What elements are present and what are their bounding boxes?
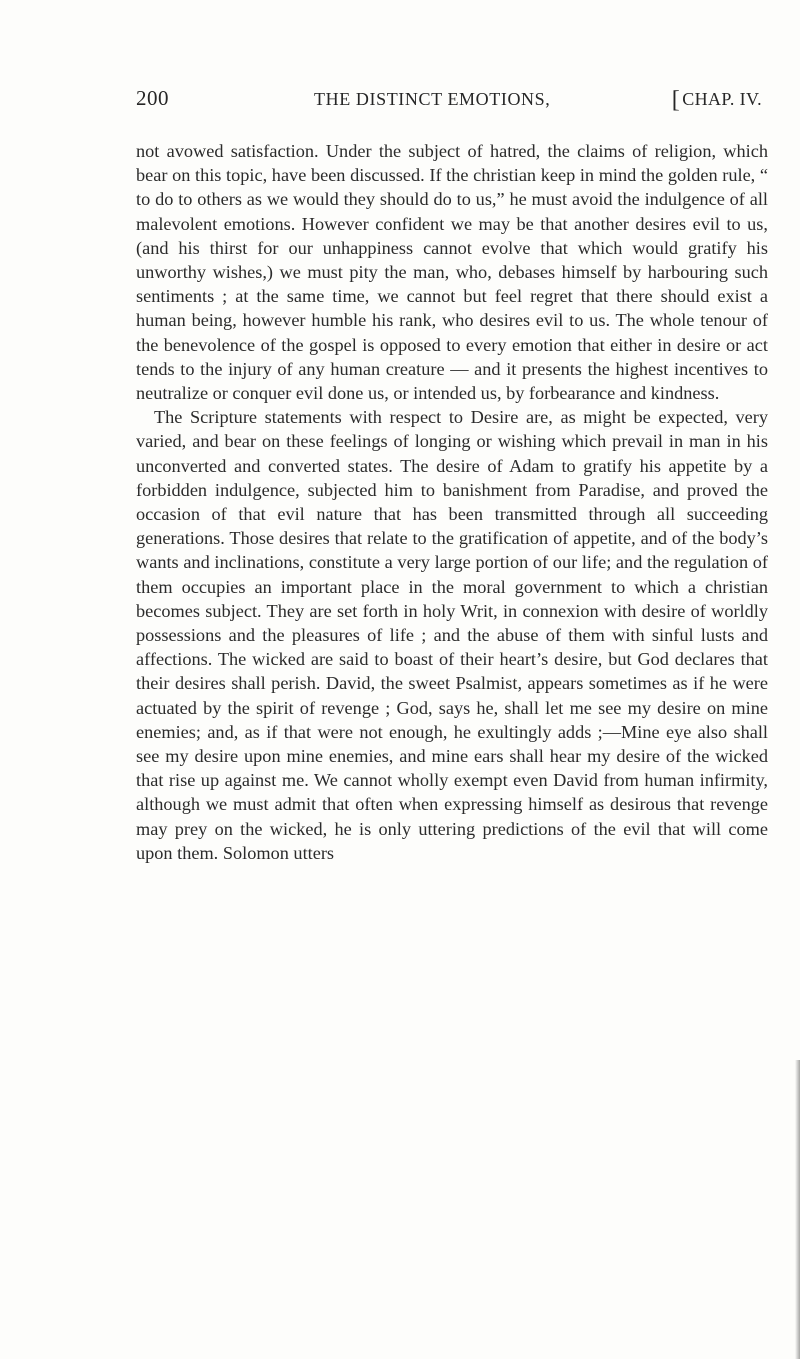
chapter-bracket: [	[671, 87, 681, 113]
running-title: THE DISTINCT EMOTIONS,	[314, 89, 551, 109]
chapter-label: CHAP. IV.	[682, 89, 762, 109]
paragraph-continuation: not avowed satisfaction. Under the subject of hatred, the claims of religion, which bear on this topic, have been discussed. If the christian keep in mind the golden rule, “ to do to others as we would they should do to us,” he must avoid the indulgence of all malevolent emotions. However confident we may be that another desires evil to us, (and his thirst for our unhappiness cannot evolve that which would gratify his unworthy wishes,) we must pity the man, who, debases himself by harbouring such sentiments ; at the same time, we cannot but feel regret that there should exist a human being, however humble his rank, who desires evil to us. The whole tenour of the benevolence of the gospel is opposed to every emotion that either in desire or act tends to the injury of any human creature — and it presents the highest incentives to neutralize or conquer evil done us, or intended us, by forbearance and kindness.	[136, 141, 768, 404]
body-text	[136, 139, 768, 865]
running-head	[136, 84, 768, 112]
page-edge-shadow	[795, 1060, 800, 1359]
chapter-reference	[672, 85, 762, 114]
page-number: 200	[136, 86, 169, 110]
paragraph-desire: The Scripture statements with respect to Desire are, as might be expected, very varied, and bear on these feelings of longing or wishing which prevail in man in his unconverted and converted states. The desire of Adam to gratify his appetite by a forbidden indulgence, subjected him to banishment from Paradise, and proved the occasion of that evil nature that has been transmitted through all succeeding generations. Those desires that relate to the gratification of appetite, and of the body’s wants and inclinations, constitute a very large portion of our life; and the regulation of them occupies an important place in the moral government to which a christian becomes subject. They are set forth in holy Writ, in connexion with desire of worldly possessions and the pleasures of life ; and the abuse of them with sinful lusts and affections. The wicked are said to boast of their heart’s desire, but God declares that their desires shall perish. David, the sweet Psalmist, appears sometimes as if he were actuated by the spirit of revenge ; God, says he, shall let me see my desire on mine enemies; and, as if that were not enough, he exultingly adds ;—Mine eye also shall see my desire upon mine enemies, and mine ears shall hear my desire of the wicked that rise up against me. We cannot wholly exempt even David from human infirmity, although we must admit that often when expressing himself as desirous that revenge may prey on the wicked, he is only uttering predictions of the evil that will come upon them. Solomon utters	[136, 407, 768, 863]
